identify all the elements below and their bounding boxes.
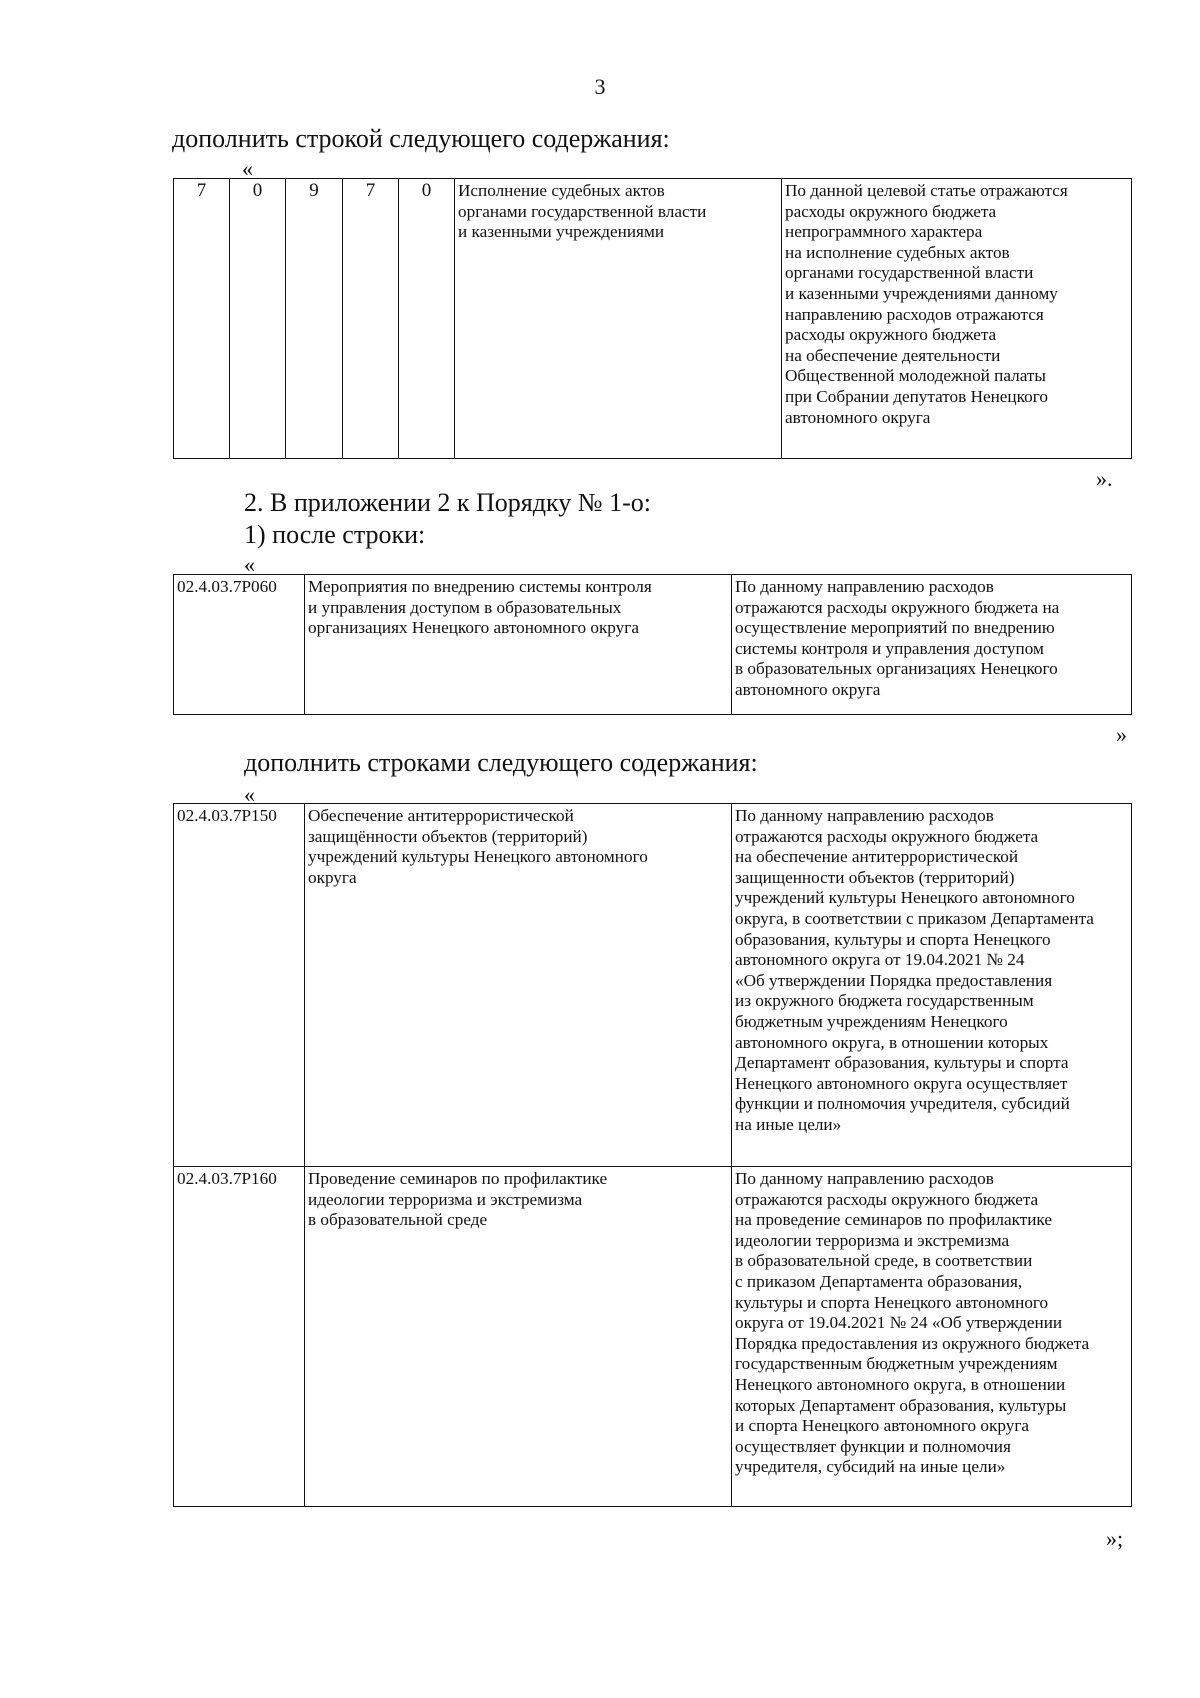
direction-description: По данному направлению расходов отражаются расходы окружного бюджета на обеспечение антитеррористической защищенности объектов (территорий) учреждений культуры Ненецкого автономного округа, в соответствии с приказом Департамента образования, культуры и спорта Ненецкого автономного округа от 19.04.2021 № 24 «Об утверждении Порядка предоставления из окружного бюджета государственным бюджетным учреждениям Ненецкого автономного округа, в отношении которых Департамент образования, культуры и спорта Ненецкого автономного округа осуществляет функции и полномочия учредителя, субсидий на иные цели»: [732, 804, 1132, 1167]
close-quote-2: »: [1116, 722, 1127, 747]
direction-name: Мероприятия по внедрению системы контроля и управления доступом в образовательных организациях Ненецкого автономного округа: [305, 575, 732, 715]
code-digit-2: 0: [230, 179, 286, 459]
item-heading: 1) после строки:: [244, 520, 426, 549]
target-article-table: [173, 178, 1132, 459]
direction-code: 02.4.03.7Р060: [174, 575, 305, 715]
direction-code: 02.4.03.7Р150: [174, 804, 305, 1167]
code-digit-3: 9: [286, 179, 343, 459]
close-quote-1: ».: [1096, 466, 1113, 491]
open-quote-1: «: [242, 156, 253, 181]
table-row: [174, 575, 1132, 715]
table-row: [174, 179, 1132, 459]
table-row: [174, 804, 1132, 1167]
open-quote-3: «: [244, 782, 255, 807]
code-digit-4: 7: [343, 179, 399, 459]
article-description: По данной целевой статье отражаются расходы окружного бюджета непрограммного характера на исполнение судебных актов органами государственной власти и казенными учреждениями данному направлению расходов отражаются расходы окружного бюджета на обеспечение деятельности Общественной молодежной палаты при Собрании депутатов Ненецкого автономного округа: [782, 179, 1132, 459]
direction-description: По данному направлению расходов отражаются расходы окружного бюджета на осуществление мероприятий по внедрению системы контроля и управления доступом в образовательных организациях Ненецкого автономного округа: [732, 575, 1132, 715]
open-quote-2: «: [244, 552, 255, 577]
table-row: [174, 1167, 1132, 1507]
article-name: Исполнение судебных актов органами государственной власти и казенными учреждениями: [455, 179, 782, 459]
page-number: 3: [594, 74, 606, 99]
code-digit-1: 7: [174, 179, 230, 459]
intro-text-multiple-rows: дополнить строками следующего содержания:: [244, 748, 758, 777]
close-quote-3: »;: [1106, 1526, 1124, 1551]
after-row-table: [173, 574, 1132, 715]
added-rows-table: [173, 803, 1132, 1507]
direction-name: Проведение семинаров по профилактике идеологии терроризма и экстремизма в образовательной среде: [305, 1167, 732, 1507]
code-digit-5: 0: [399, 179, 455, 459]
direction-description: По данному направлению расходов отражаются расходы окружного бюджета на проведение семинаров по профилактике идеологии терроризма и экстремизма в образовательной среде, в соответствии с приказом Департамента образования, культуры и спорта Ненецкого автономного округа от 19.04.2021 № 24 «Об утверждении Порядка предоставления из окружного бюджета государственным бюджетным учреждениям Ненецкого автономного округа, в отношении которых Департамент образования, культуры и спорта Ненецкого автономного округа осуществляет функции и полномочия учредителя, субсидий на иные цели»: [732, 1167, 1132, 1507]
direction-code: 02.4.03.7Р160: [174, 1167, 305, 1507]
section-heading: 2. В приложении 2 к Порядку № 1-о:: [244, 488, 651, 517]
direction-name: Обеспечение антитеррористической защищённости объектов (территорий) учреждений культуры Ненецкого автономного округа: [305, 804, 732, 1167]
intro-text-single-row: дополнить строкой следующего содержания:: [172, 124, 670, 153]
